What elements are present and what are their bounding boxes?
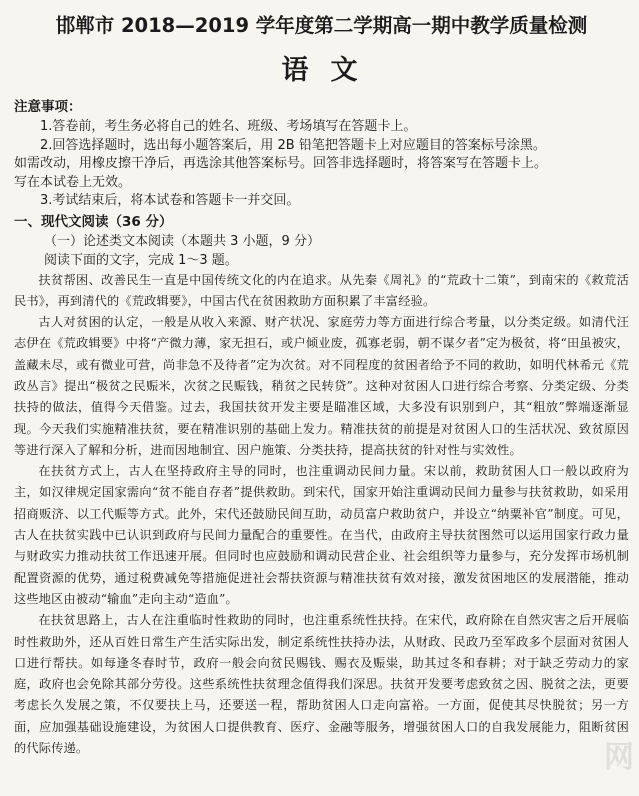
notice-item-2: 2.回答选择题时，选出每小题答案后，用 2B 铅笔把答题卡上对应题目的答案标号涂黑。 [40,137,546,153]
subject-title: 语文 [281,55,380,86]
notice-heading: 注意事项： [14,99,82,115]
reading-instruction: 阅读下面的文字，完成 1～3 题。 [44,252,238,268]
notice-block [14,95,629,211]
section-title: 一、现代文阅读（36 分） [14,213,173,230]
reading-passage [14,270,629,760]
notice-item-2-end: 写在本试卷上无效。 [14,174,132,190]
exam-title: 邯郸市 2018—2019 学年度第二学期高一期中教学质量检测 [55,14,588,37]
passage-paragraph: 在扶贫思路上，古人在注重临时性救助的同时，也注重系统性扶持。在宋代，政府除在自然灾害之后开展临时性救助外，还从百姓日常生产生活实际出发，制定系统性扶持办法，从财政、民政乃至军政多个层面对贫困人口进行帮扶。如每逢冬春时节，政府一般会向贫民赐钱、赐衣及赈粜，助其过冬和春耕；对于缺乏劳动力的家庭，政府也会免除其部分劳役。这些系统性扶贫理念值得我们深思。扶贫开发要考虑致贫之因、脱贫之法，更要考虑长久发展之策，不仅要扶上马，还要送一程，帮助贫困人口走向富裕。一方面，促使其尽快脱贫；另一方面，应加强基础设施建设，为贫困人口提供教育、医疗、金融等服务，增强贫困人口的自我发展能力，阻断贫困的代际传递。 [14,613,629,756]
notice-item-2-cont: 如需改动，用橡皮擦干净后，再选涂其他答案标号。回答非选择题时，将答案写在答题卡上。 [14,156,548,171]
notice-item-3: 3.考试结束后，将本试卷和答题卡一并交回。 [40,193,300,208]
subsection-title: （一）论述类文本阅读（本题共 3 小题，9 分） [44,233,320,249]
passage-paragraph: 扶贫帮困、改善民生一直是中国传统文化的内在追求。从先秦《周礼》的“荒政十二策”，到南宋的《救荒活民书》，再到清代的《荒政辑要》，中国古代在贫困救助方面积累了丰富经验。 [14,272,629,308]
passage-paragraph: 在扶贫方式上，古人在坚持政府主导的同时，也注重调动民间力量。宋以前，救助贫困人口一般以政府为主，如汉律规定国家需向“贫不能自存者”提供救助。到宋代，国家开始注重调动民间力量参与扶贫救助，如采用招商贩济、以工代赈等方式。此外，宋代还鼓励民间互助，动员富户救助贫户，并设立“纳粟补官”制度。可见，古人在扶贫实践中已认识到政府与民间力量配合的重要性。在当代，由政府主导扶贫图然可以运用国家行政力量与财政实力推动扶贫工作迅速开展。但同时也应鼓励和调动民营企业、社会组织等力量参与，充分发挥市场机制配置资源的优势，通过税费减免等措施促进社会帮扶资源与精准扶贫有效对接，激发贫困地区的发展潜能，推动这些地区由被动“输血”走向主动“造血”。 [14,464,629,606]
watermark: 网 [604,740,635,775]
notice-item-1: 1.答卷前，考生务必将自己的姓名、班级、考场填写在答题卡上。 [40,119,417,134]
passage-paragraph: 古人对贫困的认定，一般是从收入来源、财产状况、家庭劳力等方面进行综合考量，以分类定级。如清代汪志伊在《荒政辑要》中将“产微力薄，家无担石，或户倾业废，孤寡老弱，朝不谋夕者”定为极贫，将“田虽被灾，盖藏未尽，或有微业可营，尚非急不及待者”定为次贫。对不同程度的贫困者给予不同的救助，如明代林希元《荒政丛言》提出“极贫之民赈米，次贫之民赈钱，稍贫之民转贷”。这种对贫困人口进行综合考察、分类定级、分类扶持的做法，值得今天借鉴。过去，我国扶贫开发主要是瞄准区域，大多没有识别到户，其“粗放”弊端逐渐显现。今天我们实施精准扶贫，要在精准识别的基础上发力。精准扶贫的前提是对贫困人口的生活状况、致贫原因等进行深入了解和分析，进而因地制宜、因户施策、分类扶持，提高扶贫的针对性与实效性。 [14,315,629,457]
